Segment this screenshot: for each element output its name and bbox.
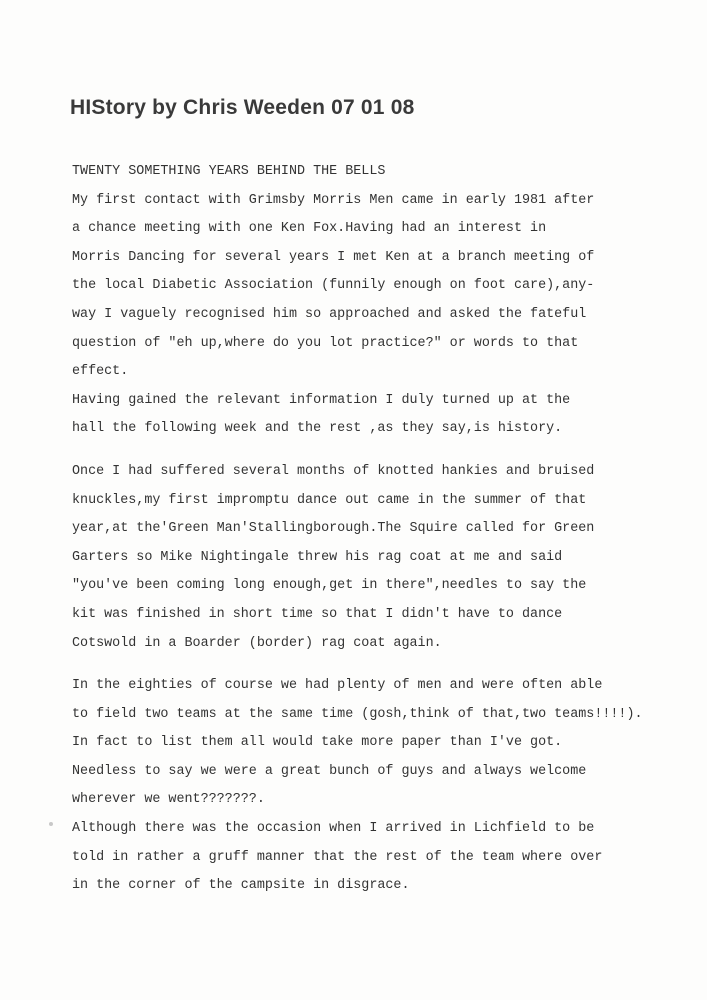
text-line: wherever we went???????. <box>72 792 265 808</box>
text-line: Once I had suffered several months of knotted hankies and bruised <box>72 463 595 479</box>
text-line: kit was finished in short time so that I didn't have to dance <box>72 606 563 622</box>
text-line: way I vaguely recognised him so approached and asked the fateful <box>72 306 587 322</box>
text-line: Garters so Mike Nightingale threw his rag coat at me and said <box>72 549 563 565</box>
text-line: in the corner of the campsite in disgrace. <box>72 878 410 894</box>
paragraph-first-dance-out <box>72 458 692 658</box>
text-line: year,at the'Green Man'Stallingborough.The Squire called for Green <box>72 521 595 537</box>
text-line: Although there was the occasion when I arrived in Lichfield to be <box>72 821 595 837</box>
text-line: the local Diabetic Association (funnily enough on foot care),any- <box>72 278 595 294</box>
text-line: "you've been coming long enough,get in there",needles to say the <box>72 578 587 594</box>
paragraph-history <box>72 387 692 444</box>
text-line: effect. <box>72 364 129 380</box>
text-line: My first contact with Grimsby Morris Men came in early 1981 after <box>72 192 595 208</box>
text-line: hall the following week and the rest ,as they say,is history. <box>72 421 563 437</box>
paragraph-gap <box>72 658 692 672</box>
text-line: Morris Dancing for several years I met Ken at a branch meeting of <box>72 249 595 265</box>
text-line: knuckles,my first impromptu dance out came in the summer of that <box>72 492 587 508</box>
paragraph-lichfield <box>72 815 692 901</box>
document-heading: HIStory by Chris Weeden 07 01 08 <box>70 96 415 119</box>
paragraph-first-contact <box>72 187 692 387</box>
paragraph-eighties <box>72 672 692 815</box>
text-line: Having gained the relevant information I duly turned up at the <box>72 392 571 408</box>
text-line: to field two teams at the same time (gosh,think of that,two teams!!!!). <box>72 706 643 722</box>
paragraph-gap <box>72 444 692 458</box>
typed-text-body <box>72 158 692 901</box>
text-line: question of "eh up,where do you lot practice?" or words to that <box>72 335 579 351</box>
text-line: In fact to list them all would take more paper than I've got. <box>72 735 563 751</box>
text-line: a chance meeting with one Ken Fox.Having had an interest in <box>72 221 547 237</box>
text-line: In the eighties of course we had plenty of men and were often able <box>72 678 603 694</box>
scan-speck <box>49 822 53 826</box>
story-title: TWENTY SOMETHING YEARS BEHIND THE BELLS <box>72 164 386 179</box>
text-line: Needless to say we were a great bunch of guys and always welcome <box>72 763 587 779</box>
text-line: Cotswold in a Boarder (border) rag coat again. <box>72 635 442 651</box>
text-line: told in rather a gruff manner that the rest of the team where over <box>72 849 603 865</box>
